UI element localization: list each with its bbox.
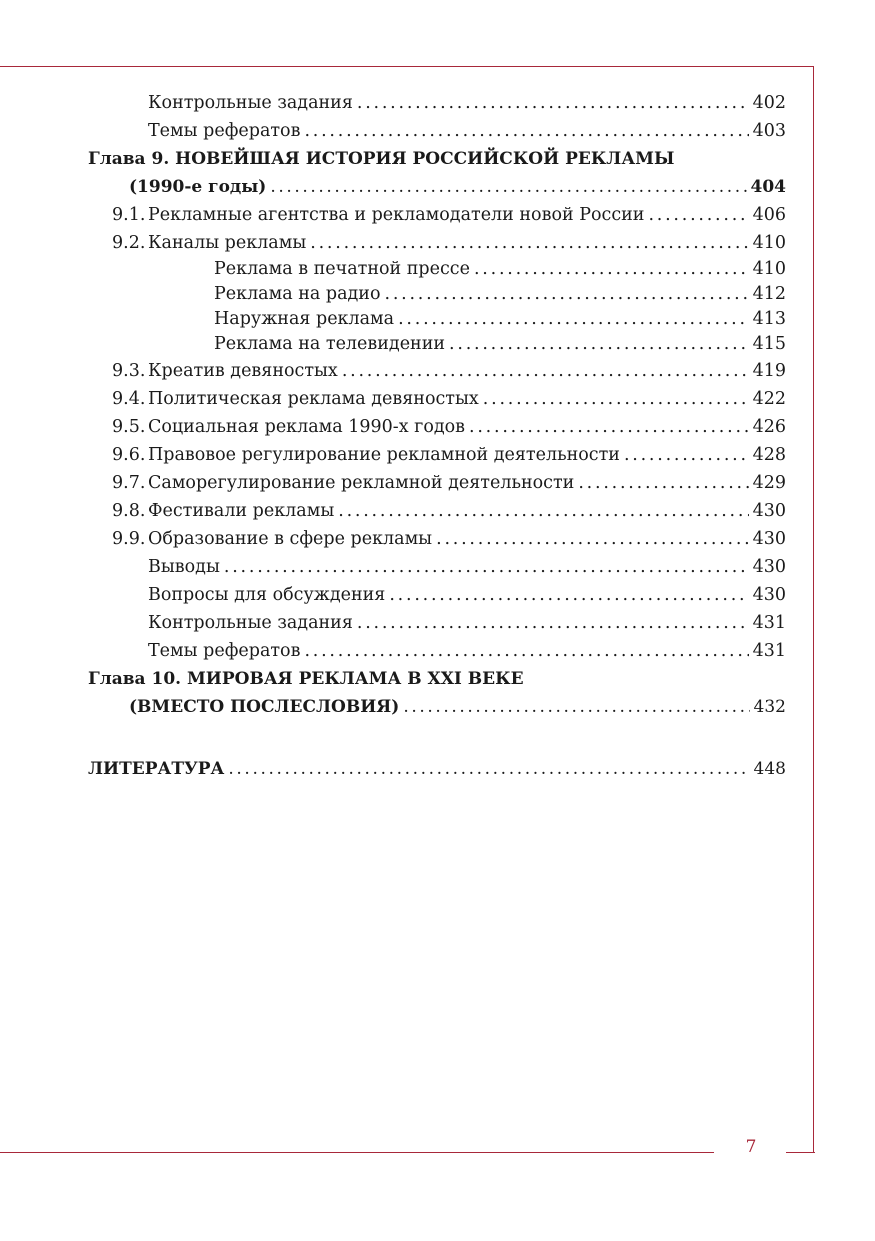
- section-title: Креатив девяностых: [148, 361, 338, 381]
- toc-entry-title: Выводы: [148, 557, 220, 577]
- dot-leader: [224, 553, 749, 581]
- toc-section[interactable]: [88, 385, 786, 413]
- dot-leader: [483, 385, 749, 413]
- dot-leader: [578, 469, 748, 497]
- footer-rule-left: [0, 1152, 714, 1153]
- toc-entry-page: 403: [752, 121, 786, 141]
- toc-entry[interactable]: [88, 609, 786, 637]
- toc-entry[interactable]: [88, 553, 786, 581]
- toc-entry-page: 430: [752, 585, 786, 605]
- literature-entry[interactable]: [88, 755, 786, 783]
- subsection-title: Реклама на телевидении: [214, 334, 446, 354]
- dot-leader: [403, 693, 749, 721]
- chapter-heading[interactable]: [88, 665, 786, 693]
- dot-leader: [389, 581, 748, 609]
- chapter-heading-continuation[interactable]: [88, 693, 786, 721]
- dot-leader: [624, 441, 749, 469]
- section-title: Каналы рекламы: [148, 233, 307, 253]
- dot-leader: [357, 89, 749, 117]
- toc-entry[interactable]: [88, 89, 786, 117]
- dot-leader: [357, 609, 749, 637]
- toc-section[interactable]: [88, 497, 786, 525]
- section-page: 419: [752, 361, 786, 381]
- toc-entry-page: 430: [752, 557, 786, 577]
- chapter-page: 404: [750, 177, 786, 197]
- section-title: Рекламные агентства и рекламодатели новой России: [148, 205, 645, 225]
- toc-subsection[interactable]: [88, 307, 786, 332]
- toc-entry[interactable]: [88, 117, 786, 145]
- toc-entry-page: 431: [752, 613, 786, 633]
- toc-entry-title: Темы рефератов: [148, 641, 301, 661]
- dot-leader: [648, 201, 748, 229]
- section-number: 9.8.: [112, 501, 146, 521]
- section-page: 426: [752, 417, 786, 437]
- section-page: 430: [752, 529, 786, 549]
- section-title: Политическая реклама девяностых: [148, 389, 479, 409]
- dot-leader: [338, 497, 748, 525]
- toc-section[interactable]: [88, 229, 786, 257]
- section-number: 9.4.: [112, 389, 146, 409]
- toc-entry-page: 402: [752, 93, 786, 113]
- chapter-title: Глава 10. МИРОВАЯ РЕКЛАМА В XXI ВЕКЕ: [88, 669, 524, 689]
- dot-leader: [304, 637, 748, 665]
- section-number: 9.6.: [112, 445, 146, 465]
- dot-leader: [398, 307, 749, 332]
- toc-section[interactable]: [88, 525, 786, 553]
- section-title: Саморегулирование рекламной деятельности: [148, 473, 575, 493]
- section-title: Правовое регулирование рекламной деятельности: [148, 445, 620, 465]
- spacer: [88, 721, 786, 755]
- toc-section[interactable]: [88, 201, 786, 229]
- toc-section[interactable]: [88, 413, 786, 441]
- chapter-title: Глава 9. НОВЕЙШАЯ ИСТОРИЯ РОССИЙСКОЙ РЕКЛАМЫ: [88, 149, 675, 169]
- section-number: 9.1.: [112, 205, 146, 225]
- footer-rule-right: [786, 1152, 815, 1153]
- toc-entry-title: Вопросы для обсуждения: [148, 585, 386, 605]
- section-number: 9.2.: [112, 233, 146, 253]
- toc-section[interactable]: [88, 469, 786, 497]
- toc-entry-title: Контрольные задания: [148, 613, 353, 633]
- toc-entry-title: Темы рефератов: [148, 121, 301, 141]
- section-page: 406: [752, 205, 786, 225]
- subsection-page: 412: [752, 284, 786, 304]
- toc-entry-page: 431: [752, 641, 786, 661]
- subsection-page: 410: [752, 259, 786, 279]
- section-number: 9.5.: [112, 417, 146, 437]
- toc-subsection[interactable]: [88, 282, 786, 307]
- toc-subsection[interactable]: [88, 332, 786, 357]
- section-number: 9.3.: [112, 361, 146, 381]
- section-page: 422: [752, 389, 786, 409]
- subsection-page: 413: [752, 309, 786, 329]
- toc-entry[interactable]: [88, 637, 786, 665]
- section-title: Социальная реклама 1990-х годов: [148, 417, 466, 437]
- table-of-contents: [88, 89, 786, 783]
- chapter-heading[interactable]: [88, 145, 786, 173]
- section-number: 9.7.: [112, 473, 146, 493]
- dot-leader: [270, 173, 746, 201]
- dot-leader: [385, 282, 749, 307]
- section-page: 430: [752, 501, 786, 521]
- toc-entry[interactable]: [88, 581, 786, 609]
- literature-page: 448: [753, 759, 786, 779]
- toc-entry-title: Контрольные задания: [148, 93, 353, 113]
- dot-leader: [304, 117, 748, 145]
- toc-subsection[interactable]: [88, 257, 786, 282]
- toc-section[interactable]: [88, 357, 786, 385]
- literature-title: ЛИТЕРАТУРА: [88, 759, 225, 779]
- subsection-title: Реклама на радио: [214, 284, 381, 304]
- dot-leader: [436, 525, 748, 553]
- chapter-title-continuation: (ВМЕСТО ПОСЛЕСЛОВИЯ): [129, 697, 400, 717]
- dot-leader: [449, 332, 749, 357]
- page-number: 7: [745, 1137, 757, 1157]
- subsection-title: Наружная реклама: [214, 309, 395, 329]
- dot-leader: [342, 357, 749, 385]
- subsection-page: 415: [752, 334, 786, 354]
- section-title: Фестивали рекламы: [148, 501, 335, 521]
- section-page: 410: [752, 233, 786, 253]
- dot-leader: [469, 413, 749, 441]
- chapter-page: 432: [753, 697, 786, 717]
- chapter-title-continuation: (1990-е годы): [129, 177, 267, 197]
- toc-section[interactable]: [88, 441, 786, 469]
- section-number: 9.9.: [112, 529, 146, 549]
- dot-leader: [474, 257, 749, 282]
- chapter-heading-continuation[interactable]: [88, 173, 786, 201]
- subsection-title: Реклама в печатной прессе: [214, 259, 470, 279]
- section-page: 429: [752, 473, 786, 493]
- section-title: Образование в сфере рекламы: [148, 529, 433, 549]
- dot-leader: [310, 229, 748, 257]
- section-page: 428: [752, 445, 786, 465]
- dot-leader: [228, 755, 749, 783]
